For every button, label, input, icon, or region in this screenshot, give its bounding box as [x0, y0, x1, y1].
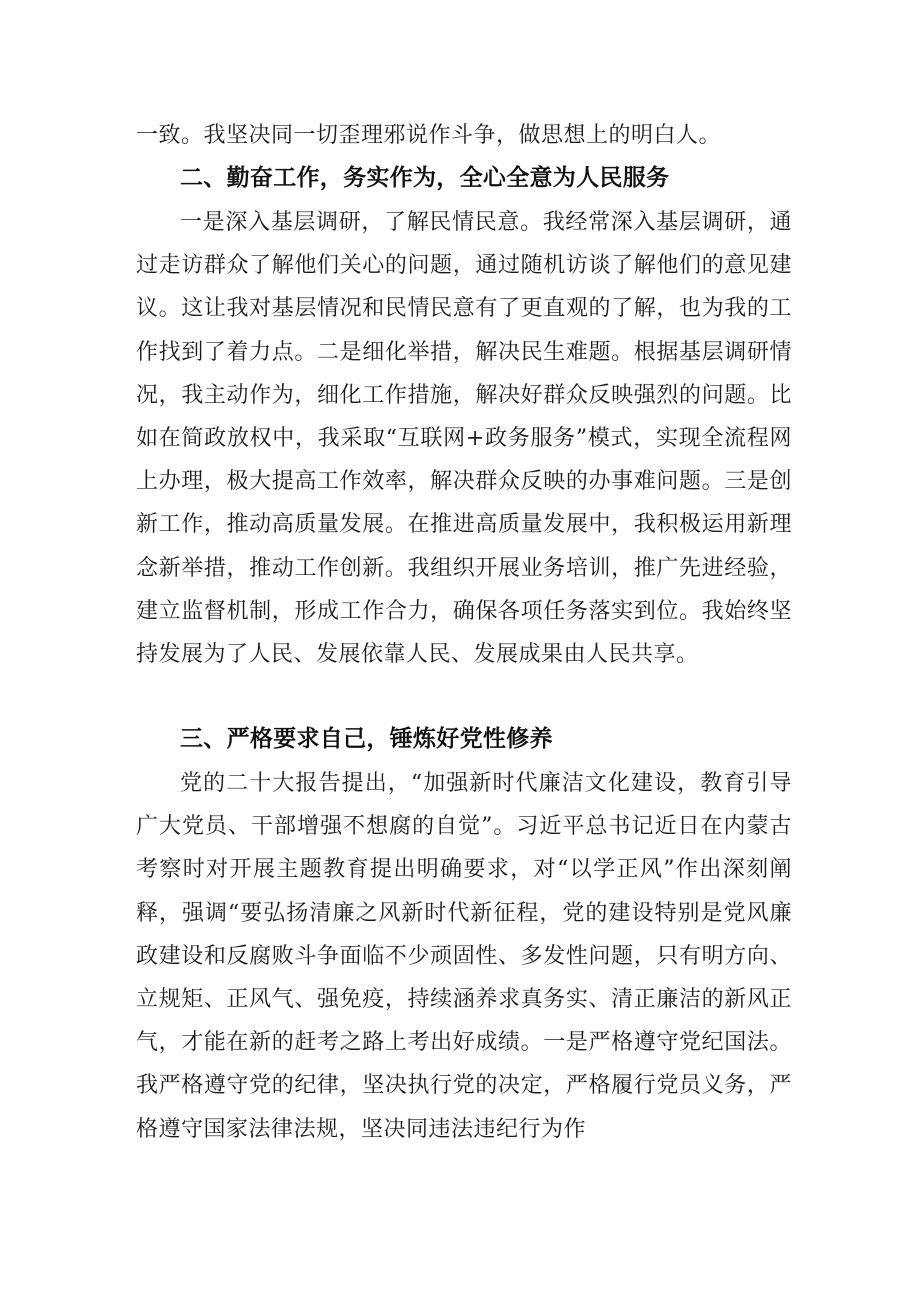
continuation-paragraph: 一致。我坚决同一切歪理邪说作斗争，做思想上的明白人。 — [136, 123, 722, 148]
section-three-heading: 三、严格要求自己，锤炼好党性修养 — [180, 726, 553, 752]
section-two-heading: 二、勤奋工作，务实作为，全心全意为人民服务 — [180, 165, 670, 191]
section-three-paragraph: 党的二十大报告提出，“加强新时代廉洁文化建设，教育引导广大党员、干部增强不想腐的自觉”。习近平总书记近日在内蒙古考察时对开展主题教育提出明确要求，对“以学正风”作出深刻阐释，强调“要弘扬清廉之风新时代新征程，党的建设特别是党风廉政建设和反腐败斗争面临不少顽固性、多发性问题，只有明方向、立规矩、正风气、强免疫，持续涵养求真务实、清正廉洁的新风正气，才能在新的赶考之路上考出好成绩。一是严格遵守党纪国法。我严格遵守党的纪律，坚决执行党的决定，严格履行党员义务，严格遵守国家法律法规，坚决同违法违纪行为作 — [136, 771, 792, 1142]
section-two-paragraph: 一是深入基层调研，了解民情民意。我经常深入基层调研，通过走访群众了解他们关心的问题，通过随机访谈了解他们的意见建议。这让我对基层情况和民情民意有了更直观的了解，也为我的工作找到了着力点。二是细化举措，解决民生难题。根据基层调研情况，我主动作为，细化工作措施，解决好群众反映强烈的问题。比如在简政放权中，我采取“互联网+政务服务”模式，实现全流程网上办理，极大提高工作效率，解决群众反映的办事难问题。三是创新工作，推动高质量发展。在推进高质量发展中，我积极运用新理念新举措，推动工作创新。我组织开展业务培训，推广先进经验，建立监督机制，形成工作合力，确保各项任务落实到位。我始终坚持发展为了人民、发展依靠人民、发展成果由人民共享。 — [136, 210, 792, 668]
